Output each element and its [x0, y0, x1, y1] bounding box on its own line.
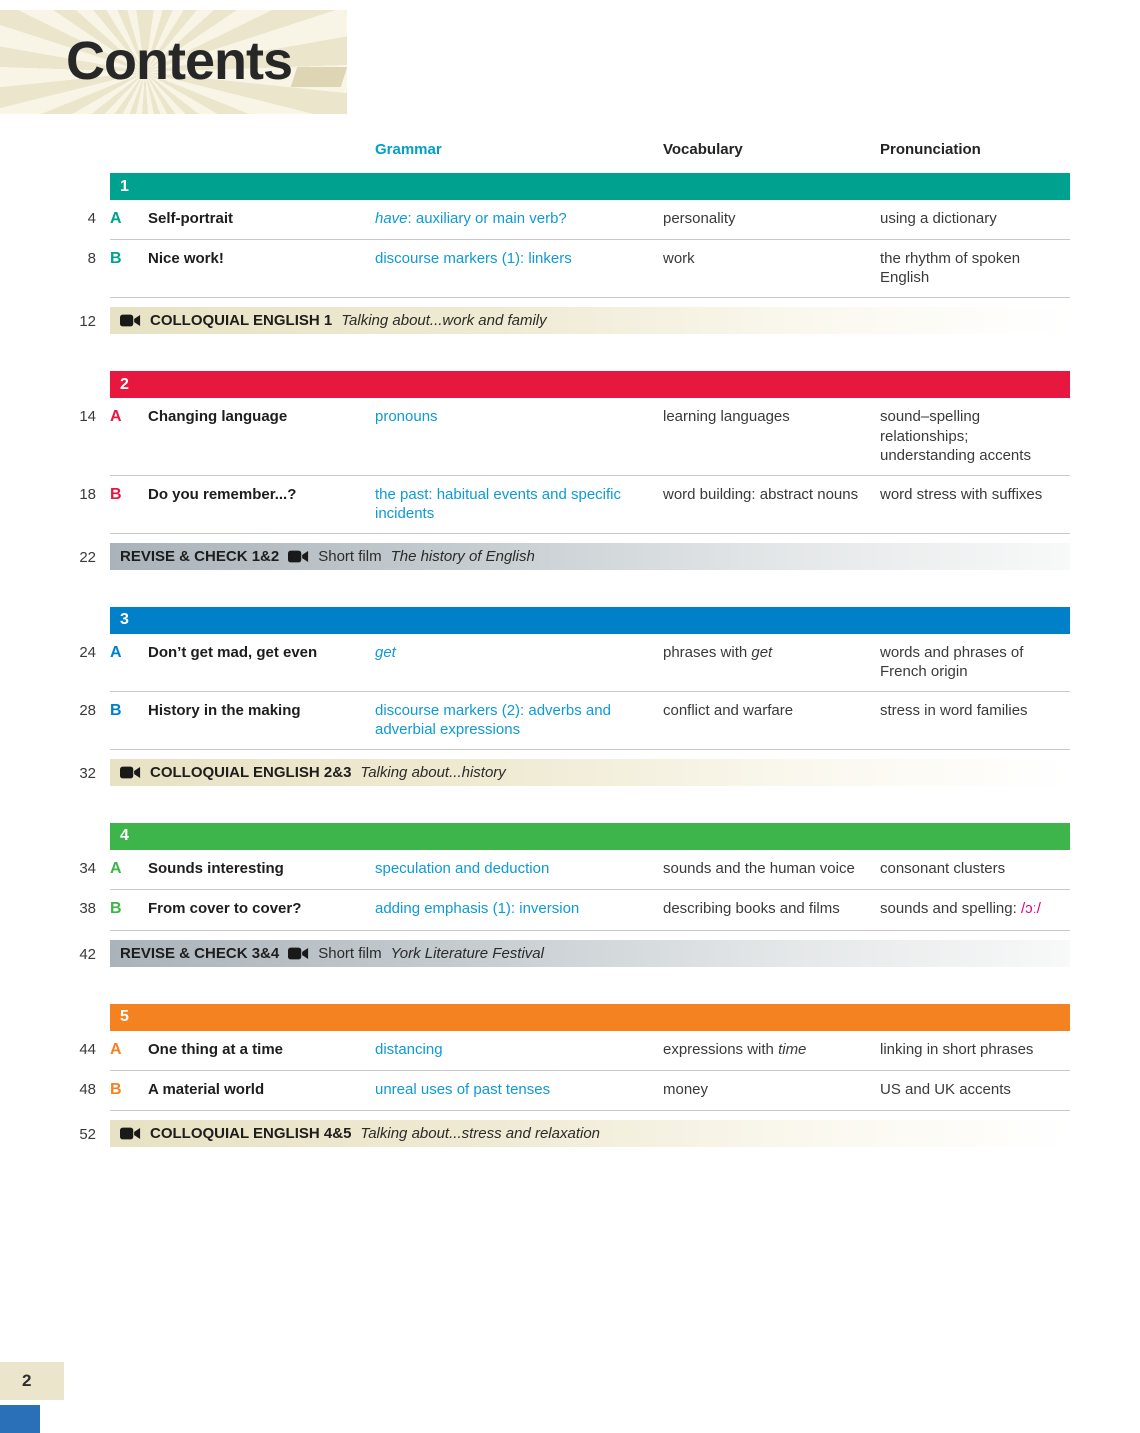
lesson-grammar	[375, 850, 663, 890]
banner-page-number: 52	[79, 1126, 96, 1144]
unit-3-band	[110, 607, 1070, 634]
banner-page-number: 22	[79, 548, 96, 566]
text-segment: the rhythm of spoken English	[880, 250, 1021, 287]
unit-number: 4	[120, 827, 129, 845]
lesson-title: Self-portrait	[148, 200, 375, 240]
lesson-vocabulary	[663, 240, 880, 298]
text-segment: unreal uses of past tenses	[375, 1080, 551, 1098]
unit-number: 1	[120, 177, 129, 195]
text-segment: : auxiliary or main verb?	[407, 210, 567, 228]
lesson-row	[50, 476, 1070, 534]
strip-italic-label: York Literature Festival	[390, 944, 544, 962]
letter-spacer	[110, 140, 148, 163]
lesson-letter: B	[110, 692, 148, 750]
lesson-title: One thing at a time	[148, 1031, 375, 1071]
lesson-vocabulary	[663, 1071, 880, 1111]
lesson-pronunciation	[880, 240, 1070, 298]
text-segment: adding emphasis (1): inversion	[375, 900, 580, 918]
lesson-page-number: 14	[79, 408, 96, 426]
lesson-title: Changing language	[148, 398, 375, 475]
text-segment: expressions with	[663, 1040, 779, 1058]
text-segment: discourse markers (2): adverbs and adverbial expressions	[375, 701, 611, 738]
lesson-vocabulary	[663, 200, 880, 240]
title-spacer	[148, 140, 375, 163]
lesson-grammar	[375, 1071, 663, 1111]
strip-italic-label: Talking about...work and family	[341, 312, 547, 330]
lesson-pronunciation	[880, 398, 1070, 475]
lesson-page-number: 48	[79, 1080, 96, 1098]
gutter-spacer	[50, 371, 110, 398]
lesson-page-number: 18	[79, 485, 96, 503]
lesson-vocabulary	[663, 692, 880, 750]
unit-number: 2	[120, 375, 129, 393]
unit-4-band	[110, 823, 1070, 850]
lesson-letter: A	[110, 850, 148, 890]
revise-strip	[110, 543, 1070, 570]
video-camera-icon	[120, 1126, 141, 1141]
italic-text-segment: time	[778, 1040, 807, 1058]
strip-italic-label: Talking about...stress and relaxation	[360, 1125, 601, 1143]
colloquial-strip	[110, 1120, 1070, 1147]
text-segment: money	[663, 1080, 709, 1098]
column-header-pronunciation: Pronunciation	[880, 141, 981, 158]
strip-bold-label: REVISE & CHECK 3&4	[120, 944, 280, 962]
lesson-pronunciation	[880, 692, 1070, 750]
column-header-vocabulary: Vocabulary	[663, 141, 743, 158]
unit-band-row	[50, 823, 1070, 850]
gutter-spacer	[50, 173, 110, 200]
strip-bold-label: COLLOQUIAL ENGLISH 1	[150, 312, 333, 330]
lesson-pronunciation	[880, 634, 1070, 692]
colloquial-strip	[110, 307, 1070, 334]
lesson-title: Don’t get mad, get even	[148, 634, 375, 692]
text-segment: sound–spelling relationships; understanding accents	[880, 408, 1031, 464]
banner-page-number: 32	[79, 764, 96, 782]
lesson-pronunciation	[880, 1071, 1070, 1111]
banner-row	[50, 759, 1070, 786]
unit-number: 5	[120, 1008, 129, 1025]
lesson-pronunciation	[880, 200, 1070, 240]
video-camera-icon	[120, 313, 141, 328]
lesson-row	[50, 634, 1070, 692]
header-banner	[0, 10, 347, 114]
lesson-vocabulary	[663, 890, 880, 930]
gutter-spacer	[50, 823, 110, 850]
gutter-spacer	[50, 607, 110, 634]
lesson-title: Sounds interesting	[148, 850, 375, 890]
text-segment: using a dictionary	[880, 210, 997, 228]
lesson-vocabulary	[663, 850, 880, 890]
text-segment: /ɔː/	[1020, 900, 1041, 918]
italic-text-segment: have	[375, 210, 408, 228]
text-segment: linking in short phrases	[880, 1040, 1034, 1058]
gutter-spacer	[50, 140, 110, 163]
text-segment: sounds and the human voice	[663, 859, 855, 877]
unit-number: 3	[120, 611, 129, 629]
lesson-title: From cover to cover?	[148, 890, 375, 930]
footer-page-number: 2	[22, 1371, 32, 1390]
lesson-pronunciation	[880, 890, 1070, 930]
strip-bold-label: COLLOQUIAL ENGLISH 4&5	[150, 1125, 352, 1143]
footer-page-tab	[0, 1362, 64, 1400]
revise-strip	[110, 940, 1070, 967]
strip-plain-label: Short film	[318, 944, 382, 962]
text-segment: speculation and deduction	[375, 859, 550, 877]
lesson-title: A material world	[148, 1071, 375, 1111]
lesson-letter: A	[110, 634, 148, 692]
lesson-vocabulary	[663, 634, 880, 692]
lesson-page-number: 34	[79, 859, 96, 877]
lesson-grammar	[375, 890, 663, 930]
lesson-row	[50, 1031, 1070, 1071]
lesson-grammar	[375, 692, 663, 750]
colloquial-strip	[110, 759, 1070, 786]
text-segment: consonant clusters	[880, 859, 1006, 877]
lesson-row	[50, 890, 1070, 930]
text-segment: US and UK accents	[880, 1080, 1011, 1098]
lesson-letter: B	[110, 240, 148, 298]
text-segment: discourse markers (1): linkers	[375, 250, 572, 268]
lesson-grammar	[375, 634, 663, 692]
lesson-page-number: 38	[79, 900, 96, 918]
video-camera-icon	[288, 946, 309, 961]
corner-blue-square	[0, 1405, 40, 1433]
unit-2-band	[110, 371, 1070, 398]
lesson-grammar	[375, 476, 663, 534]
text-segment: conflict and warfare	[663, 701, 794, 719]
lesson-letter: A	[110, 1031, 148, 1071]
banner-page-number: 12	[79, 313, 96, 331]
lesson-vocabulary	[663, 1031, 880, 1071]
italic-text-segment: get	[751, 643, 773, 661]
lesson-vocabulary	[663, 398, 880, 475]
lesson-row	[50, 240, 1070, 298]
lesson-letter: B	[110, 1071, 148, 1111]
lesson-page-number: 8	[87, 250, 96, 268]
lesson-row	[50, 1071, 1070, 1111]
text-segment: word stress with suffixes	[880, 485, 1043, 503]
lesson-title: Do you remember...?	[148, 476, 375, 534]
text-segment: personality	[663, 210, 736, 228]
lesson-row	[50, 398, 1070, 475]
lesson-row	[50, 692, 1070, 750]
video-camera-icon	[120, 765, 141, 780]
lesson-page-number: 28	[79, 701, 96, 719]
text-segment: describing books and films	[663, 900, 840, 918]
unit-band-row	[50, 607, 1070, 634]
text-segment: learning languages	[663, 408, 790, 426]
lesson-grammar	[375, 240, 663, 298]
italic-text-segment: get	[375, 643, 396, 661]
lesson-page-number: 44	[79, 1040, 96, 1058]
lesson-pronunciation	[880, 476, 1070, 534]
column-header-grammar: Grammar	[375, 141, 442, 158]
column-headers	[50, 140, 1070, 163]
lesson-grammar	[375, 200, 663, 240]
unit-band-row	[50, 371, 1070, 398]
text-segment: the past: habitual events and specific incidents	[375, 485, 621, 522]
banner-page-number: 42	[79, 945, 96, 963]
text-segment: sounds and spelling:	[880, 900, 1021, 918]
banner-row	[50, 307, 1070, 334]
text-segment: pronouns	[375, 408, 438, 426]
contents-table	[50, 140, 1070, 1147]
lesson-title: History in the making	[148, 692, 375, 750]
text-segment: distancing	[375, 1040, 443, 1058]
lesson-letter: A	[110, 398, 148, 475]
lesson-page-number: 4	[87, 210, 96, 228]
unit-band-row	[50, 1004, 1070, 1031]
strip-bold-label: COLLOQUIAL ENGLISH 2&3	[150, 763, 352, 781]
lesson-page-number: 24	[79, 643, 96, 661]
banner-row	[50, 543, 1070, 570]
lesson-grammar	[375, 1031, 663, 1071]
text-segment: word building: abstract nouns	[663, 485, 859, 503]
unit-5-band	[110, 1004, 1070, 1031]
page-title: Contents	[66, 31, 292, 91]
lesson-pronunciation	[880, 1031, 1070, 1071]
lesson-row	[50, 850, 1070, 890]
lesson-grammar	[375, 398, 663, 475]
unit-1-band	[110, 173, 1070, 200]
lesson-letter: A	[110, 200, 148, 240]
banner-flag-shape	[291, 67, 347, 87]
units-list	[50, 173, 1070, 1147]
lesson-letter: B	[110, 890, 148, 930]
text-segment: phrases with	[663, 643, 752, 661]
text-segment: stress in word families	[880, 701, 1028, 719]
text-segment: work	[663, 250, 695, 268]
lesson-title: Nice work!	[148, 240, 375, 298]
strip-plain-label: Short film	[318, 547, 382, 565]
strip-italic-label: The history of English	[390, 547, 535, 565]
strip-bold-label: REVISE & CHECK 1&2	[120, 547, 280, 565]
lesson-pronunciation	[880, 850, 1070, 890]
lesson-letter: B	[110, 476, 148, 534]
banner-row	[50, 940, 1070, 967]
lesson-row	[50, 200, 1070, 240]
video-camera-icon	[288, 549, 309, 564]
gutter-spacer	[50, 1004, 110, 1031]
lesson-vocabulary	[663, 476, 880, 534]
strip-italic-label: Talking about...history	[360, 763, 506, 781]
text-segment: words and phrases of French origin	[880, 643, 1024, 680]
unit-band-row	[50, 173, 1070, 200]
banner-row	[50, 1120, 1070, 1147]
